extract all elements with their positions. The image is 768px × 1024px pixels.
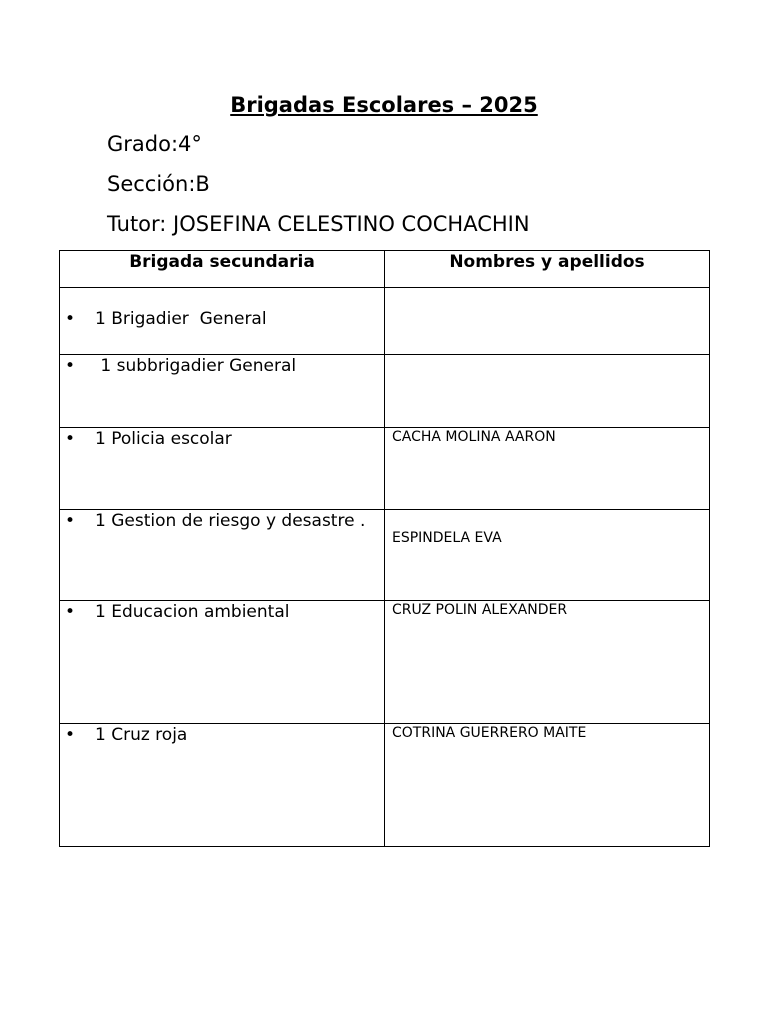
- brigade-label: 1 Brigadier General: [95, 309, 267, 329]
- section-line: Sección:B: [107, 172, 210, 196]
- table-row: [60, 601, 710, 724]
- grade-line: Grado:4°: [107, 132, 202, 156]
- brigade-cell: [60, 724, 385, 847]
- brigade-cell: [60, 510, 385, 601]
- table-row: [60, 428, 710, 510]
- table-row: [60, 724, 710, 847]
- brigade-label: 1 Gestion de riesgo y desastre .: [95, 511, 366, 531]
- bullet-icon: •: [65, 309, 76, 329]
- tutor-line: Tutor: JOSEFINA CELESTINO COCHACHIN: [107, 212, 530, 236]
- table-header-row: [60, 251, 710, 288]
- brigade-label: 1 subbrigadier General: [95, 356, 297, 376]
- table-row: [60, 355, 710, 428]
- bullet-icon: •: [65, 356, 76, 376]
- brigade-cell: [60, 428, 385, 510]
- table-row: [60, 288, 710, 355]
- brigade-label: 1 Policia escolar: [95, 429, 232, 449]
- header-nombres-apellidos: Nombres y apellidos: [385, 251, 710, 288]
- brigade-cell: [60, 355, 385, 428]
- name-cell: [385, 288, 710, 355]
- bullet-icon: •: [65, 602, 76, 622]
- bullet-icon: •: [65, 725, 76, 745]
- student-name: ESPINDELA EVA: [392, 530, 502, 546]
- document-title: Brigadas Escolares – 2025: [230, 93, 538, 117]
- name-cell: [385, 724, 710, 847]
- student-name: CRUZ POLIN ALEXANDER: [392, 602, 568, 618]
- student-name: CACHA MOLINA AARON: [392, 429, 556, 445]
- brigades-table: [59, 250, 710, 847]
- brigade-cell: [60, 288, 385, 355]
- table-row: [60, 510, 710, 601]
- name-cell: [385, 510, 710, 601]
- bullet-icon: •: [65, 429, 76, 449]
- student-name: COTRINA GUERRERO MAITE: [392, 725, 587, 741]
- name-cell: [385, 355, 710, 428]
- name-cell: [385, 428, 710, 510]
- brigade-label: 1 Cruz roja: [95, 725, 188, 745]
- name-cell: [385, 601, 710, 724]
- brigade-label: 1 Educacion ambiental: [95, 602, 290, 622]
- bullet-icon: •: [65, 511, 76, 531]
- header-brigada-secundaria: Brigada secundaria: [60, 251, 385, 288]
- brigade-cell: [60, 601, 385, 724]
